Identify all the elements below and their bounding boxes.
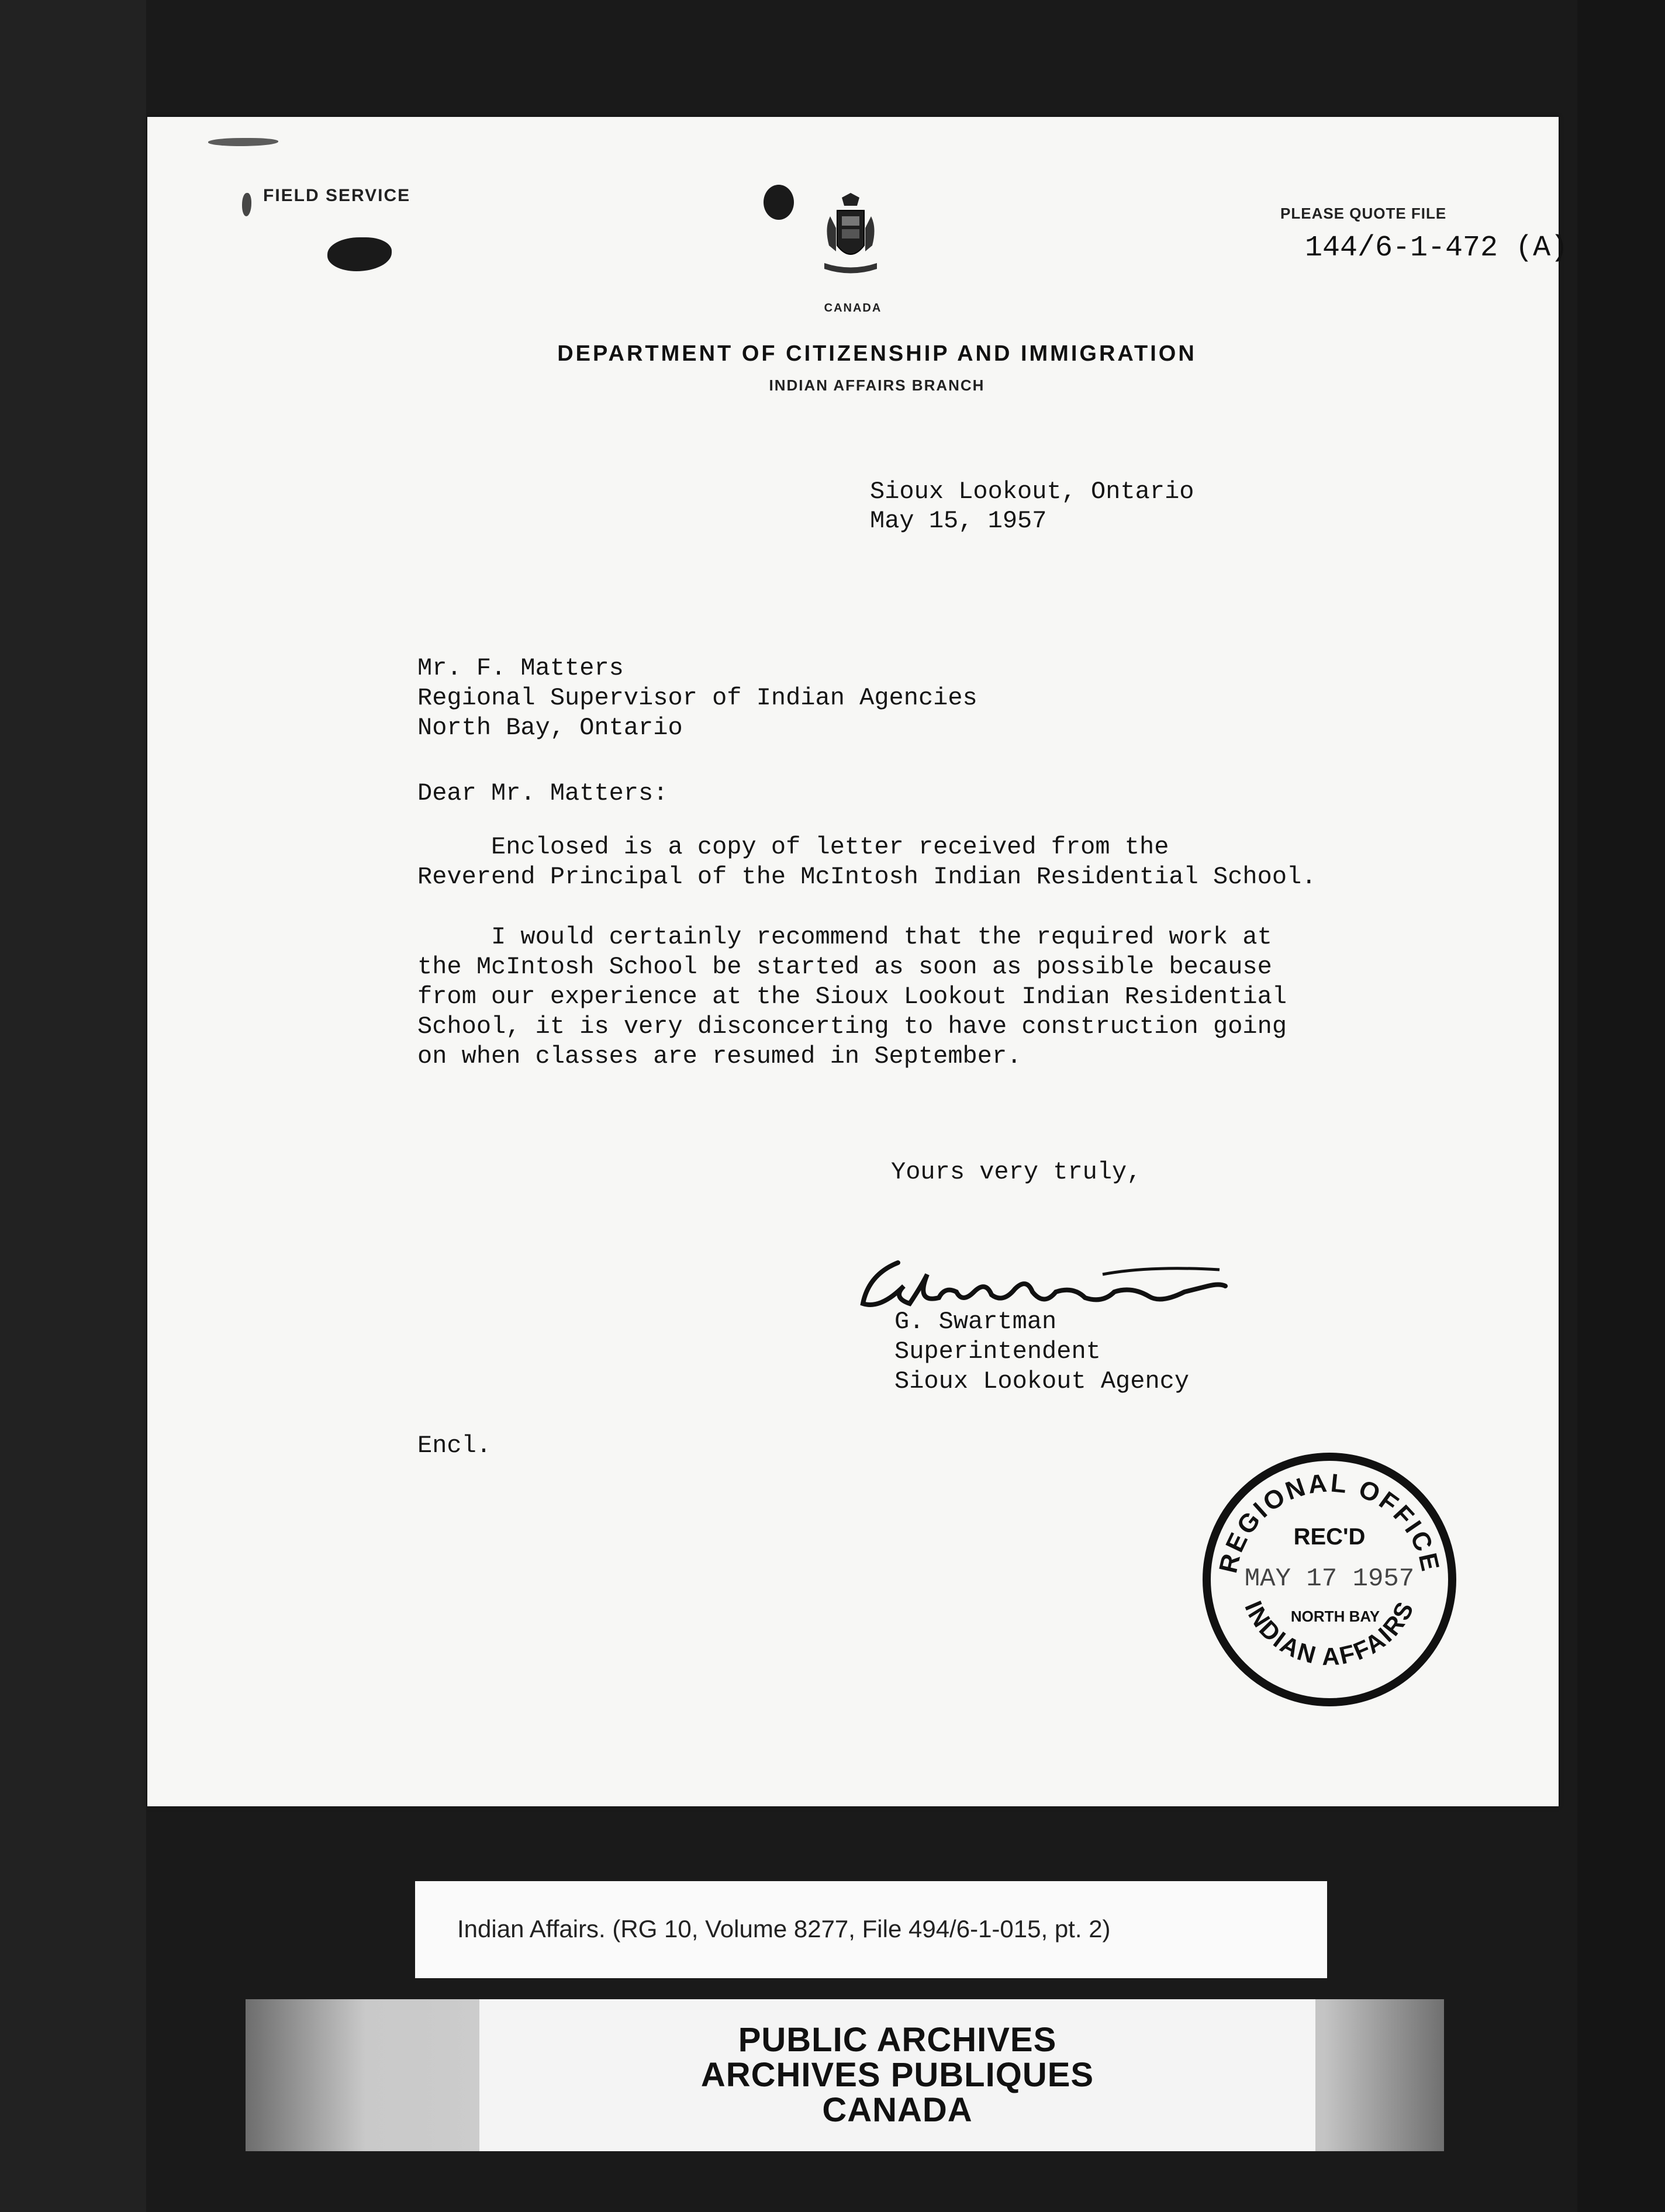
enclosure-note: Encl. — [417, 1432, 492, 1460]
paragraph-line: the McIntosh School be started as soon as possible because — [417, 953, 1272, 981]
stamp-bottom-text: INDIAN AFFAIRS — [1239, 1596, 1420, 1671]
paragraph-line: School, it is very disconcerting to have construction going — [417, 1012, 1287, 1041]
stamp-received: REC'D — [1293, 1524, 1366, 1550]
recipient-name: Mr. F. Matters — [417, 654, 624, 682]
recipient-title: Regional Supervisor of Indian Agencies — [417, 684, 977, 712]
letter-date: May 15, 1957 — [870, 507, 1047, 535]
signer-agency: Sioux Lookout Agency — [894, 1367, 1190, 1395]
paragraph-line: Reverend Principal of the McIntosh Indian Residential School. — [417, 863, 1317, 891]
paragraph-line: Enclosed is a copy of letter received from the — [417, 833, 1169, 861]
signer-name: G. Swartman — [894, 1308, 1057, 1336]
punch-hole — [764, 185, 794, 220]
archives-line-3: CANADA — [822, 2091, 973, 2129]
department-heading: DEPARTMENT OF CITIZENSHIP AND IMMIGRATION — [557, 341, 1197, 366]
received-stamp — [1195, 1439, 1464, 1708]
file-number: 144/6-1-472 (A) — [1305, 231, 1569, 265]
paragraph-line: I would certainly recommend that the required work at — [417, 923, 1272, 951]
field-service-label: FIELD SERVICE — [263, 186, 411, 205]
paragraph-line: on when classes are resumed in September. — [417, 1042, 1022, 1070]
signer-title: Superintendent — [894, 1337, 1101, 1366]
archives-stamp-band — [246, 1999, 1444, 2151]
archive-reference-label — [415, 1881, 1327, 1978]
stamp-location: NORTH BAY — [1290, 1608, 1380, 1625]
closing: Yours very truly, — [891, 1158, 1142, 1186]
archives-line-2: ARCHIVES PUBLIQUES — [700, 2056, 1094, 2094]
paragraph-line: from our experience at the Sioux Lookout Indian Residential — [417, 983, 1287, 1011]
stamp-top-text: REGIONAL OFFICE — [1214, 1468, 1445, 1576]
archives-line-1: PUBLIC ARCHIVES — [738, 2021, 1057, 2059]
archives-stamp — [479, 1999, 1315, 2151]
salutation: Dear Mr. Matters: — [417, 779, 668, 807]
canada-crest-icon — [818, 193, 883, 281]
letter-place: Sioux Lookout, Ontario — [870, 478, 1194, 506]
branch-heading: INDIAN AFFAIRS BRANCH — [769, 376, 985, 394]
stamp-date: MAY 17 1957 — [1244, 1564, 1415, 1594]
quote-file-label: PLEASE QUOTE FILE — [1280, 205, 1447, 222]
crest-label: CANADA — [824, 302, 882, 314]
scan-border-right — [1577, 0, 1665, 2212]
scan-border-left — [0, 0, 146, 2212]
archive-reference: Indian Affairs. (RG 10, Volume 8277, File 494/6-1-015, pt. 2) — [457, 1915, 1111, 1943]
recipient-location: North Bay, Ontario — [417, 714, 683, 742]
